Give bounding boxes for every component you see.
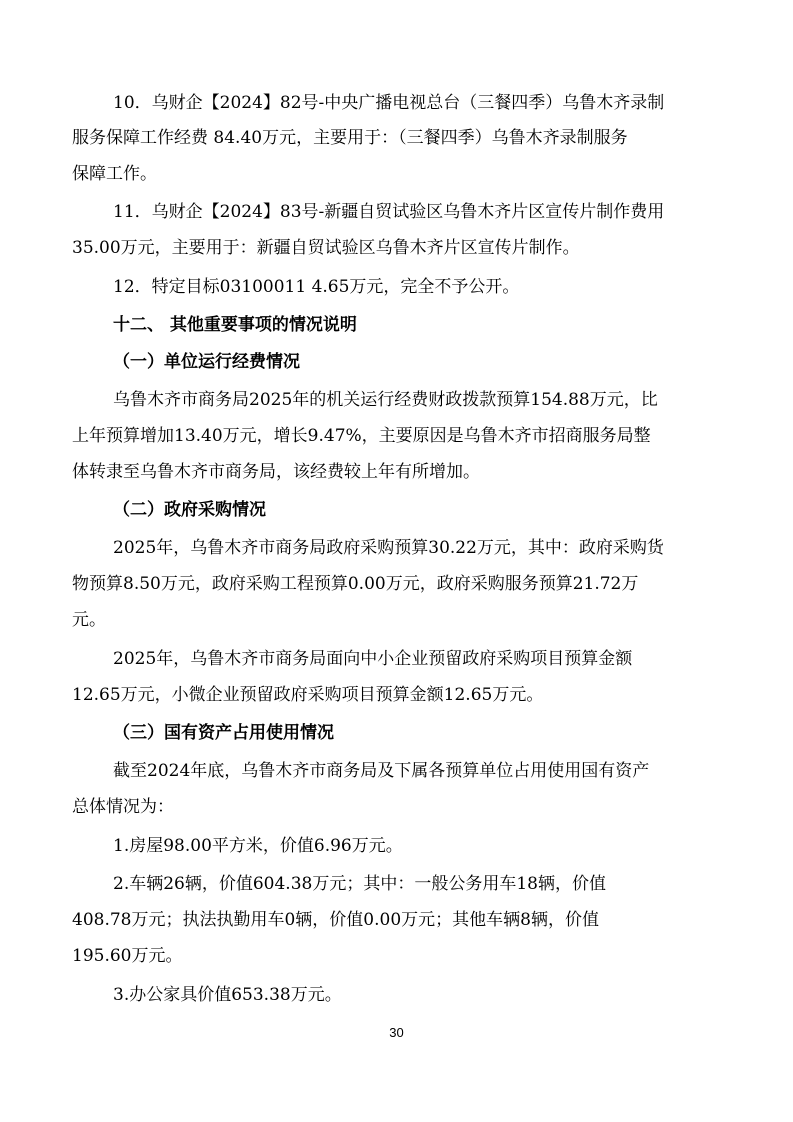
procurement-a-line-1: 2025年，乌鲁木齐市商务局政府采购预算30.22万元，其中：政府采购货 (113, 538, 664, 558)
assets-item-2-line-3: 195.60万元。 (72, 946, 183, 966)
running-cost-line-3: 体转隶至乌鲁木齐市商务局，该经费较上年有所增加。 (72, 462, 480, 482)
paragraph-10-line-1: 10．乌财企【2024】82号-中央广播电视总台（三餐四季）乌鲁木齐录制 (113, 93, 665, 113)
assets-item-1: 1.房屋98.00平方米，价值6.96万元。 (113, 836, 403, 856)
assets-item-2-line-1: 2.车辆26辆，价值604.38万元；其中：一般公务用车18辆，价值 (113, 874, 606, 894)
procurement-a-line-3: 元。 (72, 610, 106, 630)
procurement-b-line-2: 12.65万元，小微企业预留政府采购项目预算金额12.65万元。 (72, 685, 544, 705)
procurement-b-line-1: 2025年，乌鲁木齐市商务局面向中小企业预留政府采购项目预算金额 (113, 649, 633, 669)
assets-item-2-line-2: 408.78万元；执法执勤用车0辆，价值0.00万元；其他车辆8辆，价值 (72, 910, 599, 930)
paragraph-10-line-2: 服务保障工作经费 84.40万元，主要用于：（三餐四季）乌鲁木齐录制服务 (72, 128, 628, 148)
paragraph-11-line-1: 11．乌财企【2024】83号-新疆自贸试验区乌鲁木齐片区宣传片制作费用 (113, 202, 665, 222)
running-cost-line-2: 上年预算增加13.40万元，增长9.47%，主要原因是乌鲁木齐市招商服务局整 (72, 426, 651, 446)
assets-line-1: 截至2024年底，乌鲁木齐市商务局及下属各预算单位占用使用国有资产 (113, 761, 650, 781)
assets-item-3: 3.办公家具价值653.38万元。 (113, 985, 342, 1005)
assets-line-2: 总体情况为： (72, 797, 174, 817)
paragraph-11-line-2: 35.00万元，主要用于：新疆自贸试验区乌鲁木齐片区宣传片制作。 (72, 238, 580, 258)
subsection-heading-3: （三）国有资产占用使用情况 (113, 723, 334, 743)
subsection-heading-2: （二）政府采购情况 (113, 500, 266, 520)
page-number: 30 (389, 1025, 404, 1040)
paragraph-12-line-1: 12．特定目标03100011 4.65万元，完全不予公开。 (113, 277, 520, 297)
procurement-a-line-2: 物预算8.50万元，政府采购工程预算0.00万元，政府采购服务预算21.72万 (72, 574, 639, 594)
paragraph-10-line-3: 保障工作。 (72, 164, 157, 184)
section-heading-12: 十二、 其他重要事项的情况说明 (113, 315, 357, 335)
running-cost-line-1: 乌鲁木齐市商务局2025年的机关运行经费财政拨款预算154.88万元，比 (113, 390, 658, 410)
subsection-heading-1: （一）单位运行经费情况 (113, 352, 300, 372)
